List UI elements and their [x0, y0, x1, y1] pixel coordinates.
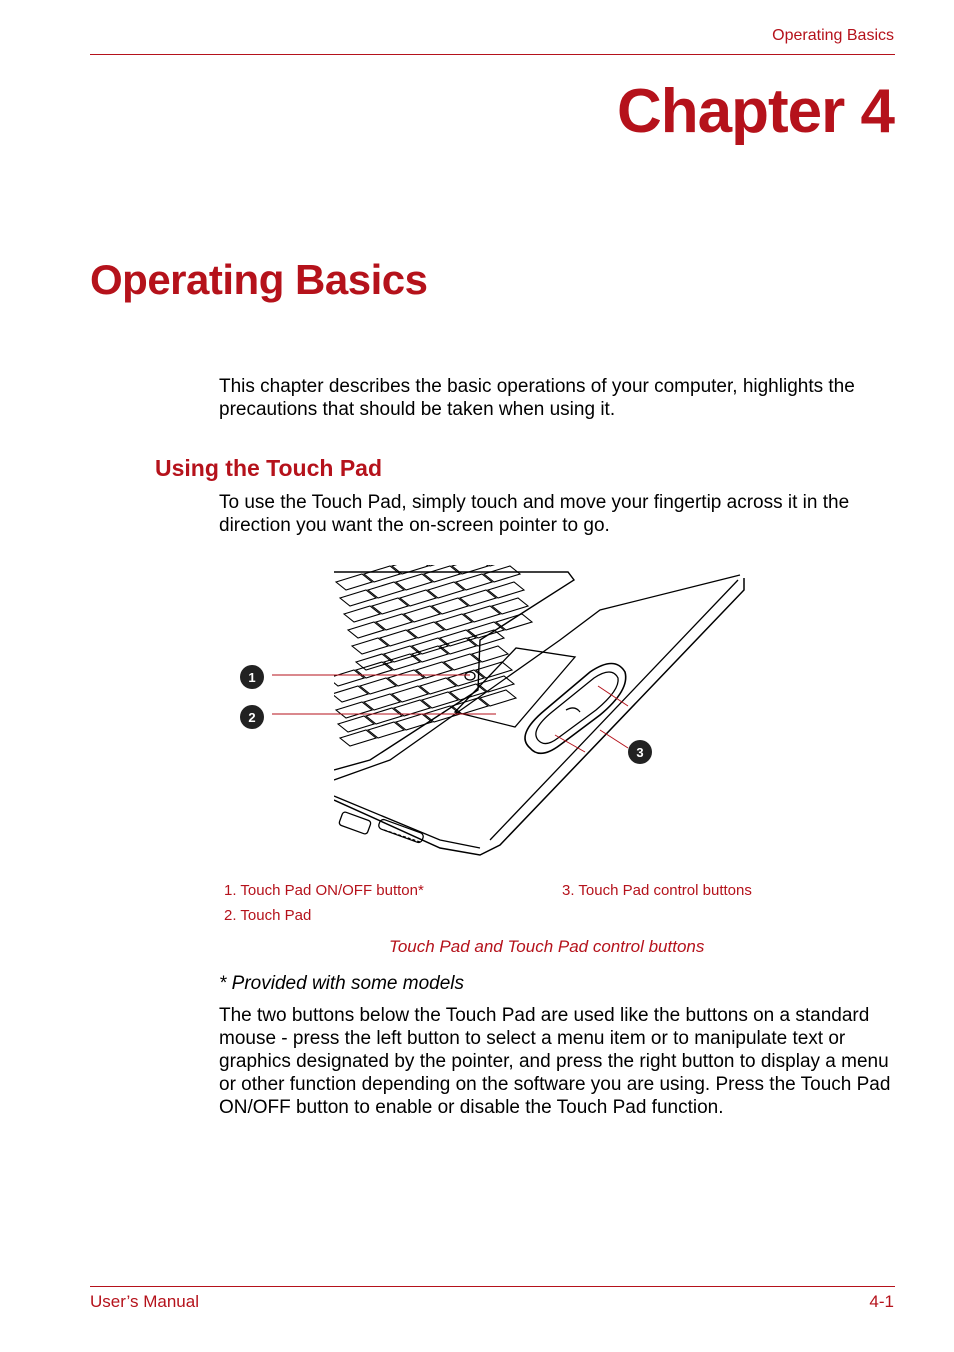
intro-paragraph: This chapter describes the basic operations of your computer, highlights the precautions that should be taken when using it.: [219, 376, 855, 420]
legend-item-1: 1. Touch Pad ON/OFF button*: [224, 882, 424, 899]
section-heading: Using the Touch Pad: [155, 455, 383, 481]
callout-1: [240, 665, 264, 689]
callout-2-label: 2: [248, 710, 256, 725]
header-rule: [90, 54, 895, 55]
legend-item-2: 2. Touch Pad: [224, 907, 312, 924]
callout-2: [240, 705, 264, 729]
figure-caption: Touch Pad and Touch Pad control buttons: [389, 937, 705, 956]
running-header: Operating Basics: [772, 27, 894, 44]
chapter-title: Chapter 4: [617, 77, 894, 146]
keyboard-keys: [328, 565, 532, 746]
touch-pad-shape: [455, 648, 575, 727]
footer-rule: [90, 1286, 895, 1287]
page-title: Operating Basics: [90, 256, 428, 303]
callout-3: [628, 740, 652, 764]
page-number: 4-1: [869, 1292, 894, 1311]
legend-item-3: 3. Touch Pad control buttons: [562, 882, 752, 899]
callout-3-label: 3: [636, 745, 644, 760]
body-paragraph: The two buttons below the Touch Pad are used like the buttons on a standard mouse - press the left button to select a menu item or to manipulate text or graphics designated by the pointer, and press the right button to display a menu or other function depending on the software you are using. Press the Touch Pad ON/OFF button to enable or disable the Touch Pad function.: [219, 1005, 891, 1118]
footnote: * Provided with some models: [219, 973, 464, 994]
callout-1-label: 1: [248, 670, 256, 685]
touch-pad-illustration: [230, 565, 760, 865]
on-off-button-shape: [465, 672, 475, 680]
section-paragraph: To use the Touch Pad, simply touch and move your fingertip across it in the direction you want the on-screen pointer to go.: [219, 492, 850, 536]
footer-manual-title: User’s Manual: [90, 1292, 199, 1311]
